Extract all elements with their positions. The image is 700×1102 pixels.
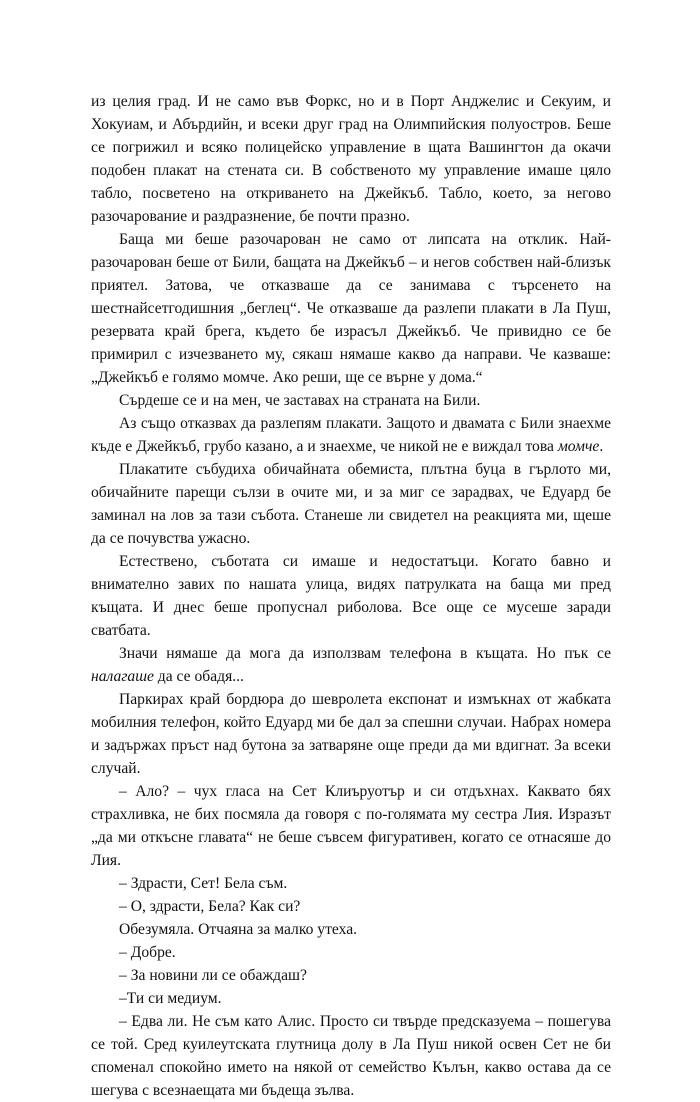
paragraph-text: Паркирах край бордюра до шевролета експонат и измъкнах от жабката мобилния телефон, който Едуард ми бе дал за спешни случаи. Набрах номера и задържах пръст над бутона за затваряне още преди да ми вдигнат. За всеки случай. [91,691,611,777]
paragraph-5 [91,458,611,550]
paragraph-text: – Ало? – чух гласа на Сет Клиъруотър и си отдъхнах. Каквато бях страхливка, не бих посмяла да говоря с по-голямата му сестра Лия. Изразът „да ми откъсне главата“ не беше съвсем фигуративен, когато се отнасяше до Лия. [91,783,611,869]
italic-text: момче [557,438,600,455]
paragraph-text: –Ти си медиум. [119,990,222,1007]
paragraph-text: – Здрасти, Сет! Бела съм. [119,875,288,892]
paragraph-2 [91,228,611,389]
paragraph-6 [91,550,611,642]
paragraph-14 [91,964,611,987]
paragraph-1 [91,90,611,228]
paragraph-4 [91,412,611,458]
paragraph-text: – Едва ли. Не съм като Алис. Просто си твърде предсказуема – пошегува се той. Сред куилеутската глутница долу в Ла Пуш никой освен Сет не би споменал спокойно името на някой от семейство Кълън, какво остава да се шегува с всезнаещата ми бъдеща зълва. [91,1013,611,1099]
paragraph-text: Баща ми беше разочарован не само от липсата на отклик. Най-разочарован беше от Били, бащата на Джейкъб – и негов собствен най-близък приятел. Затова, че отказваше да се занимава с търсенето на шестнайсетгодишния „беглец“. Че отказваше да разлепи плакати в Ла Пуш, резервата край брега, където бе израсъл Джейкъб. Че привидно се бе примирил с изчезването му, сякаш нямаше какво да направи. Че казваше: „Джейкъб е голямо момче. Ако реши, ще се върне у дома.“ [91,231,611,386]
paragraph-text: – За новини ли се обаждаш? [119,967,307,984]
paragraph-12 [91,918,611,941]
paragraph-16 [91,1010,611,1102]
paragraph-text: – Добре. [119,944,176,961]
paragraph-text: Аз също отказвах да разлепям плакати. Защото и двамата с Били знаехме къде е Джейкъб, грубо казано, а и знаехме, че никой не е виждал това [91,415,611,455]
paragraph-8 [91,688,611,780]
paragraph-text: . [599,438,604,455]
paragraph-3 [91,389,611,412]
paragraph-text: Обезумяла. Отчаяна за малко утеха. [119,921,358,938]
paragraph-7 [91,642,611,688]
italic-text: налагаше [91,668,154,685]
book-page [91,90,611,1102]
paragraph-text: Значи нямаше да мога да използвам телефона в къщата. Но пък се [119,645,611,662]
paragraph-10 [91,872,611,895]
paragraph-9 [91,780,611,872]
paragraph-text: – О, здрасти, Бела? Как си? [119,898,301,915]
paragraph-15 [91,987,611,1010]
paragraph-text: из целия град. И не само във Форкс, но и в Порт Анджелис и Секуим, и Хокуиам, и Абърдийн, и всеки друг град на Олимпийския полуостров. Беше се погрижил и всяко полицейско управление в щата Вашингтон да окачи подобен плакат на стената си. В собственото му управление имаше цяло табло, посветено на откриването на Джейкъб. Табло, което, за негово разочарование и раздразнение, бе почти празно. [91,93,611,225]
paragraph-text: да се обадя... [153,668,244,685]
paragraph-11 [91,895,611,918]
paragraph-13 [91,941,611,964]
paragraph-text: Естествено, съботата си имаше и недостатъци. Когато бавно и внимателно завих по нашата улица, видях патрулката на баща ми пред къщата. И днес беше пропуснал риболова. Все още се мусеше заради сватбата. [91,553,611,639]
paragraph-text: Сърдеше се и на мен, че заставах на страната на Били. [119,392,481,409]
paragraph-text: Плакатите събудиха обичайната обемиста, плътна буца в гърлото ми, обичайните парещи сълзи в очите ми, и за миг се зарадвах, че Едуард бе заминал на лов за тази събота. Станеше ли свидетел на реакцията ми, щеше да се почувства ужасно. [91,461,611,547]
